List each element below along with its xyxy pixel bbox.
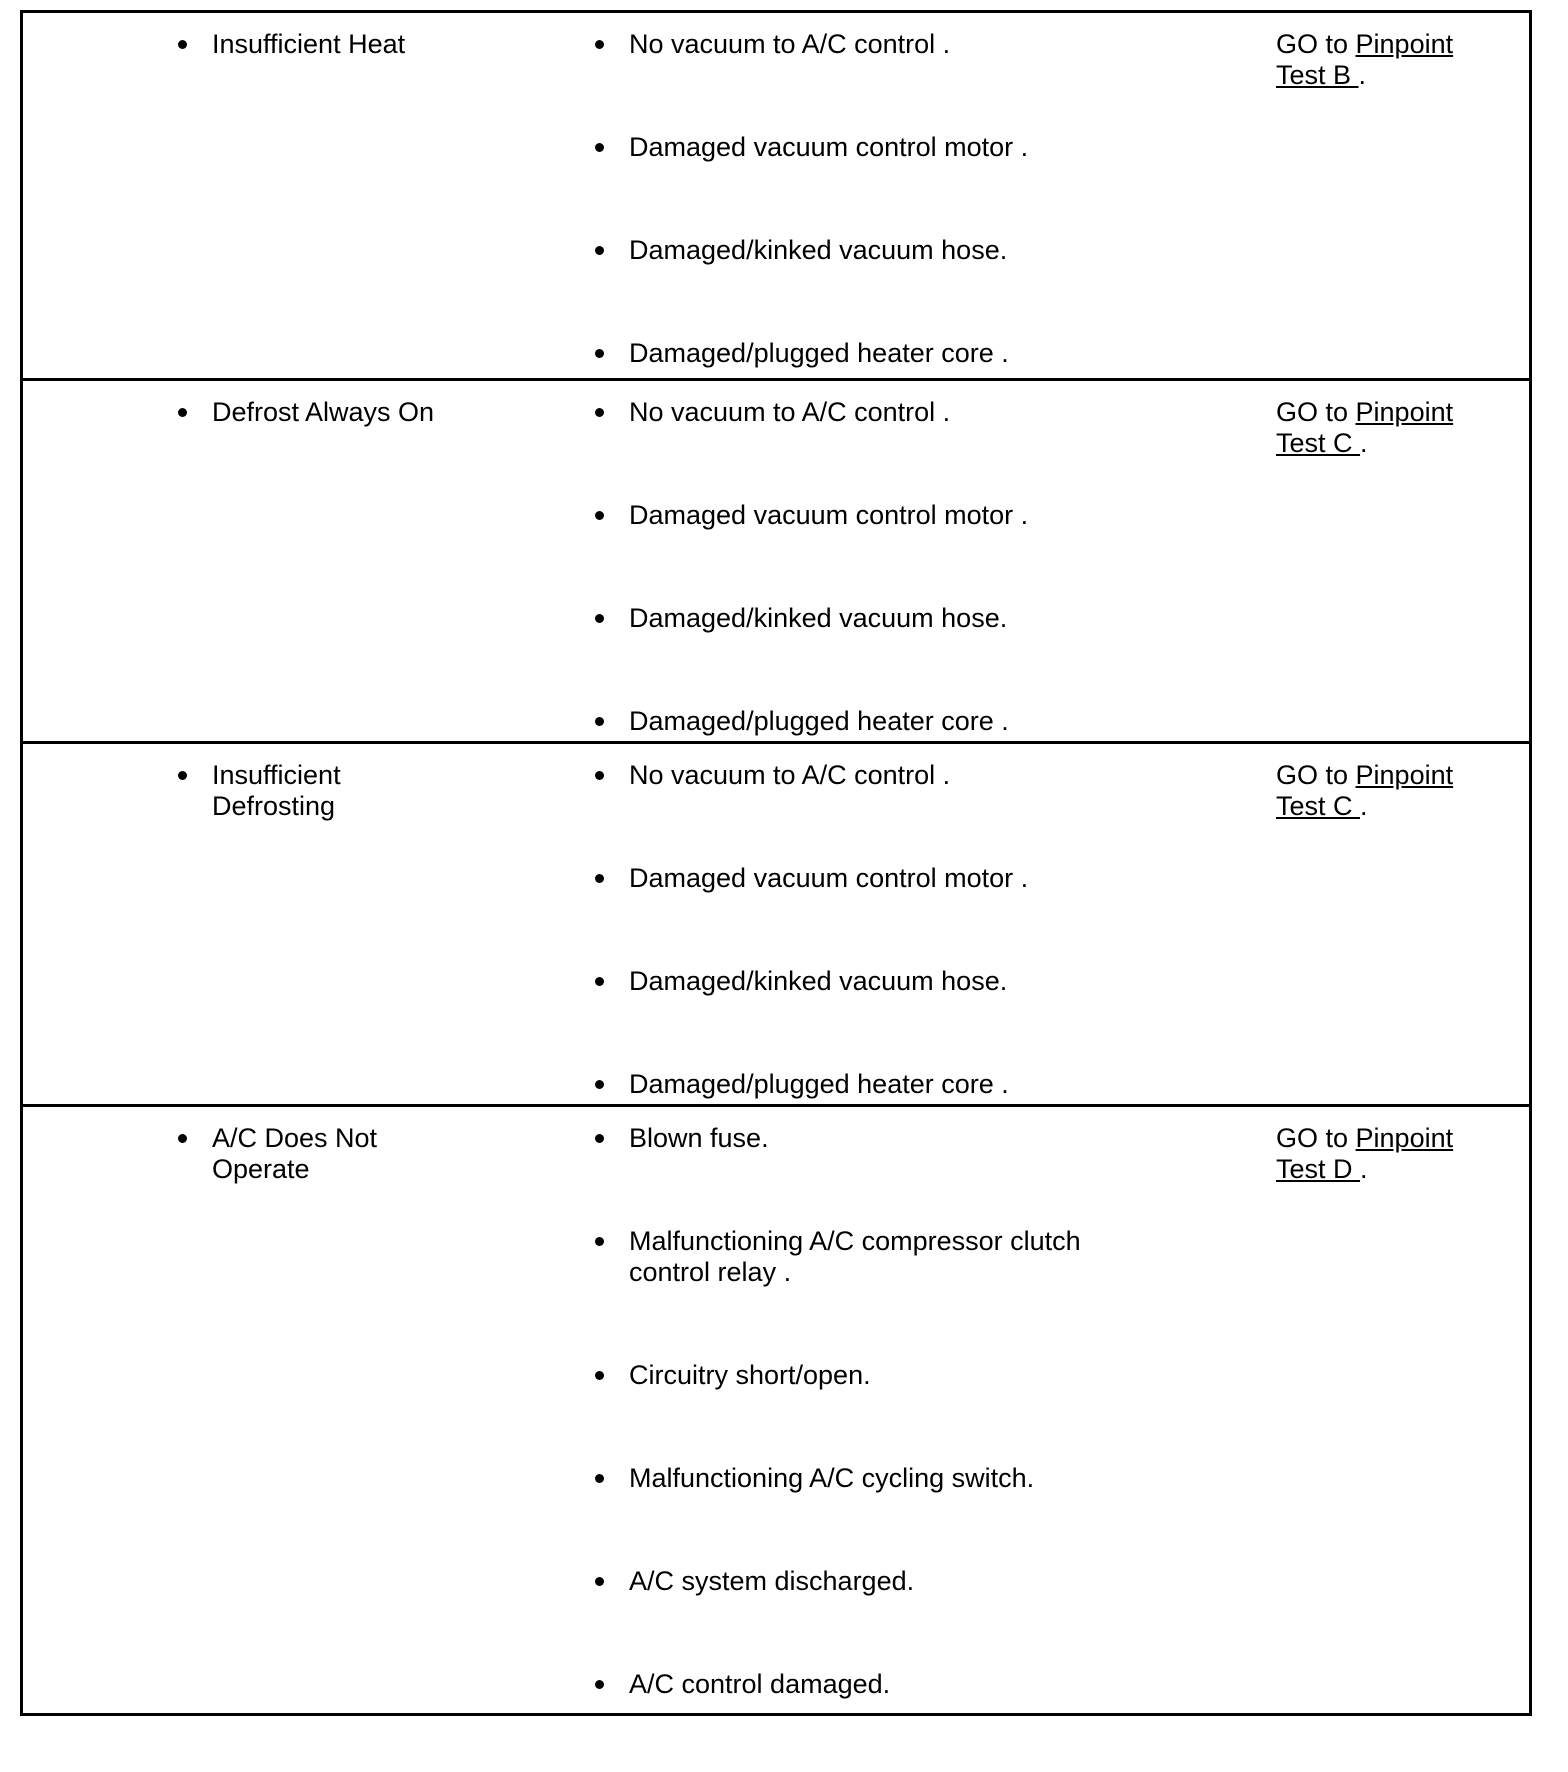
action-suffix: . xyxy=(1360,1154,1368,1184)
cause-item xyxy=(595,235,1195,266)
test-link[interactable]: Test D xyxy=(1276,1154,1361,1184)
bullet-icon xyxy=(595,349,604,358)
cause-text: Damaged vacuum control motor . xyxy=(629,500,1029,530)
symptom-cell xyxy=(178,29,458,60)
test-link[interactable]: Test B xyxy=(1276,60,1359,90)
cause-item xyxy=(595,1463,1195,1494)
bullet-icon xyxy=(595,1237,604,1246)
test-link[interactable]: Test C xyxy=(1276,791,1361,821)
symptom-cell xyxy=(178,397,458,428)
bullet-icon xyxy=(595,1371,604,1380)
bullet-icon xyxy=(595,1134,604,1143)
action-suffix: . xyxy=(1360,791,1368,821)
cause-text: Malfunctioning A/C cycling switch. xyxy=(629,1463,1035,1493)
test-link[interactable]: Test C xyxy=(1276,428,1361,458)
symptom-cell xyxy=(178,1123,458,1185)
symptom-text: Defrost Always On xyxy=(212,397,435,427)
cause-text: Damaged/plugged heater core . xyxy=(629,1069,1009,1099)
cause-item xyxy=(595,603,1195,634)
cause-item xyxy=(595,29,1195,60)
cause-text: No vacuum to A/C control . xyxy=(629,29,951,59)
action-prefix: GO to xyxy=(1276,397,1356,427)
bullet-icon xyxy=(595,246,604,255)
symptom-item xyxy=(178,397,472,428)
pinpoint-link[interactable]: Pinpoint xyxy=(1355,760,1454,790)
symptom-cell xyxy=(178,760,458,822)
action-cell xyxy=(1276,1123,1526,1185)
cause-text: Damaged vacuum control motor . xyxy=(629,863,1029,893)
symptom-text: A/C Does Not Operate xyxy=(212,1123,378,1184)
cause-item xyxy=(595,966,1195,997)
action-cell xyxy=(1276,29,1526,91)
table-row xyxy=(23,13,1529,381)
action-suffix: . xyxy=(1358,60,1367,90)
bullet-icon xyxy=(595,40,604,49)
cause-item xyxy=(595,1069,1195,1100)
bullet-icon xyxy=(178,771,187,780)
cause-item xyxy=(595,1123,1195,1154)
cause-item xyxy=(595,706,1195,737)
bullet-icon xyxy=(595,143,604,152)
table-row xyxy=(23,1107,1529,1713)
action-suffix: . xyxy=(1360,428,1368,458)
bullet-icon xyxy=(595,977,604,986)
cause-text: Damaged/kinked vacuum hose. xyxy=(629,966,1008,996)
cause-item xyxy=(595,132,1195,163)
cause-text: Malfunctioning A/C compressor clutch control relay . xyxy=(629,1226,1081,1287)
cause-item xyxy=(595,500,1195,531)
cause-text: Circuitry short/open. xyxy=(629,1360,871,1390)
bullet-icon xyxy=(595,614,604,623)
symptom-item xyxy=(178,760,377,822)
diagnosis-table xyxy=(20,10,1532,1716)
bullet-icon xyxy=(595,511,604,520)
cause-text: Damaged/kinked vacuum hose. xyxy=(629,235,1008,265)
cause-text: No vacuum to A/C control . xyxy=(629,760,951,790)
cause-text: Damaged/plugged heater core . xyxy=(629,338,1009,368)
cause-text: A/C control damaged. xyxy=(629,1669,891,1699)
bullet-icon xyxy=(595,1080,604,1089)
action-prefix: GO to xyxy=(1276,1123,1356,1153)
cause-text: A/C system discharged. xyxy=(629,1566,915,1596)
action-cell xyxy=(1276,397,1526,459)
table-row xyxy=(23,381,1529,744)
pinpoint-link[interactable]: Pinpoint xyxy=(1355,29,1454,59)
cause-item xyxy=(595,338,1195,369)
symptom-item xyxy=(178,29,442,60)
cause-item xyxy=(595,1226,1109,1288)
causes-cell xyxy=(595,1123,1195,1772)
bullet-icon xyxy=(595,874,604,883)
causes-cell xyxy=(595,29,1195,441)
action-prefix: GO to xyxy=(1276,29,1356,59)
bullet-icon xyxy=(178,408,187,417)
cause-item xyxy=(595,863,1195,894)
cause-item xyxy=(595,1669,1195,1700)
symptom-text: Insufficient Heat xyxy=(212,29,406,59)
bullet-icon xyxy=(595,1680,604,1689)
cause-item xyxy=(595,1360,1195,1391)
cause-text: Damaged vacuum control motor . xyxy=(629,132,1029,162)
bullet-icon xyxy=(178,1134,187,1143)
cause-text: Damaged/plugged heater core . xyxy=(629,706,1009,736)
bullet-icon xyxy=(595,717,604,726)
cause-text: Blown fuse. xyxy=(629,1123,769,1153)
cause-item xyxy=(595,760,1195,791)
table-row xyxy=(23,744,1529,1107)
bullet-icon xyxy=(178,40,187,49)
symptom-text: Insufficient Defrosting xyxy=(212,760,341,821)
action-prefix: GO to xyxy=(1276,760,1356,790)
bullet-icon xyxy=(595,1577,604,1586)
action-cell xyxy=(1276,760,1526,822)
cause-item xyxy=(595,397,1195,428)
bullet-icon xyxy=(595,408,604,417)
pinpoint-link[interactable]: Pinpoint xyxy=(1355,397,1454,427)
pinpoint-link[interactable]: Pinpoint xyxy=(1355,1123,1454,1153)
bullet-icon xyxy=(595,1474,604,1483)
bullet-icon xyxy=(595,771,604,780)
cause-text: Damaged/kinked vacuum hose. xyxy=(629,603,1008,633)
symptom-item xyxy=(178,1123,417,1185)
cause-item xyxy=(595,1566,1195,1597)
cause-text: No vacuum to A/C control . xyxy=(629,397,951,427)
